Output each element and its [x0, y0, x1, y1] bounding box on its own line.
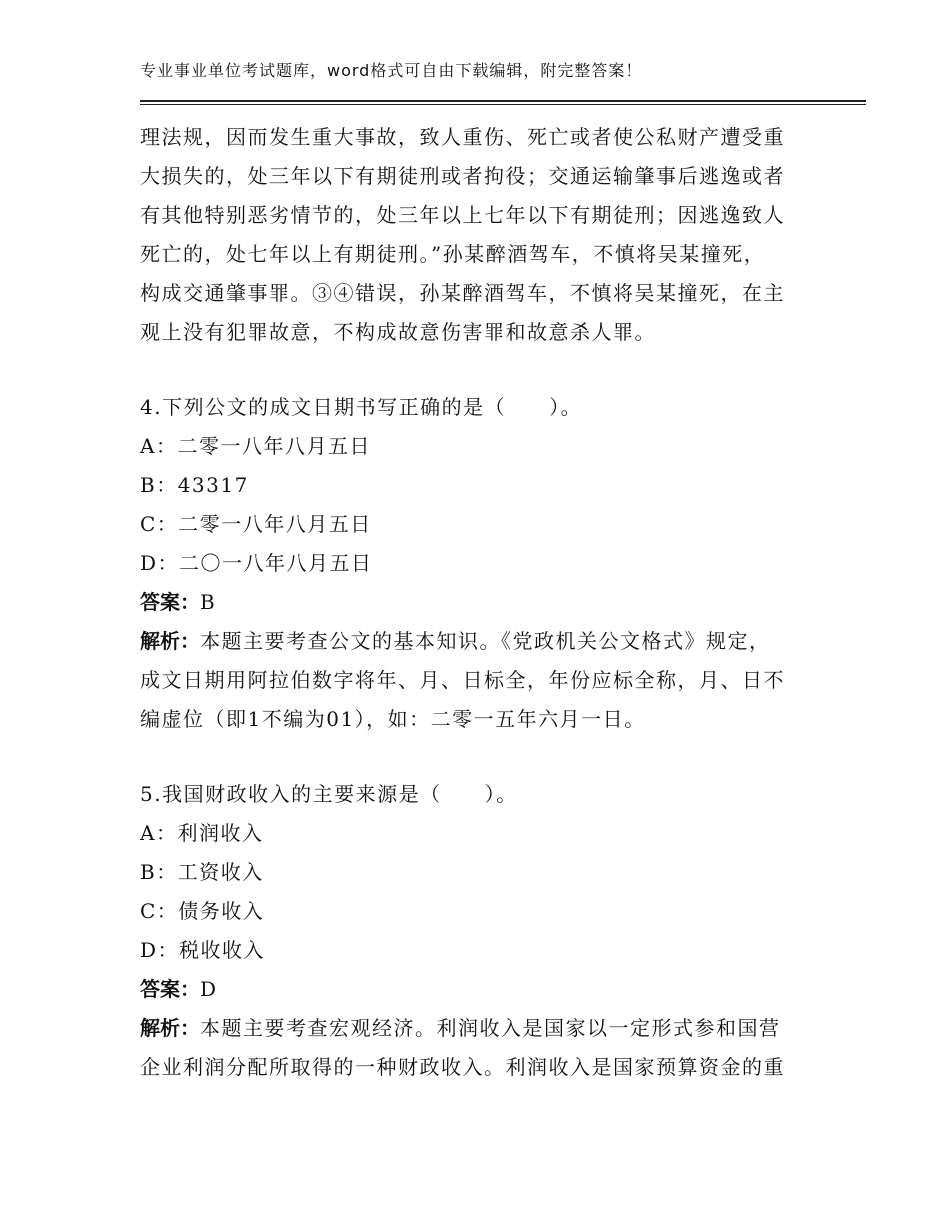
question-4 — [140, 388, 800, 739]
option-c: C：二零一八年八月五日 — [140, 512, 372, 536]
analysis-line — [140, 1009, 800, 1048]
option-b: B：43317 — [140, 473, 249, 497]
continuation-paragraph — [140, 118, 800, 352]
answer-label: 答案： — [140, 977, 200, 1001]
analysis-line: 成文日期用阿拉伯数字将年、月、日标全，年份应标全称，月、日不 — [140, 668, 785, 692]
analysis-label: 解析： — [140, 629, 200, 653]
answer-value: D — [200, 977, 218, 1001]
answer-value: B — [200, 590, 217, 614]
header-rule-thin — [140, 104, 866, 105]
text-line: 构成交通肇事罪。③④错误，孙某醉酒驾车，不慎将吴某撞死，在主 — [140, 281, 785, 305]
analysis-line — [140, 622, 800, 661]
analysis-line: 企业利润分配所取得的一种财政收入。利润收入是国家预算资金的重 — [140, 1055, 785, 1079]
question-text: 4.下列公文的成文日期书写正确的是（ ）。 — [140, 395, 583, 419]
option-a: A：二零一八年八月五日 — [140, 434, 371, 458]
question-text: 5.我国财政收入的主要来源是（ ）。 — [140, 782, 518, 806]
option-c: C：债务收入 — [140, 899, 265, 923]
analysis-text: 本题主要考查宏观经济。利润收入是国家以一定形式参和国营 — [200, 1016, 781, 1040]
analysis-text: 本题主要考查公文的基本知识。《党政机关公文格式》规定， — [200, 629, 771, 653]
option-d: D：二〇一八年八月五日 — [140, 551, 373, 575]
text-line: 大损失的，处三年以下有期徒刑或者拘役；交通运输肇事后逃逸或者 — [140, 164, 785, 188]
answer-line — [140, 970, 800, 1009]
page-header: 专业事业单位考试题库，word格式可自由下载编辑，附完整答案！ — [140, 61, 643, 80]
option-d: D：税收收入 — [140, 938, 266, 962]
analysis-label: 解析： — [140, 1016, 200, 1040]
text-line: 观上没有犯罪故意，不构成故意伤害罪和故意杀人罪。 — [140, 320, 656, 344]
document-body — [140, 118, 800, 1087]
text-line: 理法规，因而发生重大事故，致人重伤、死亡或者使公私财产遭受重 — [140, 125, 785, 149]
text-line: 有其他特别恶劣情节的，处三年以上七年以下有期徒刑；因逃逸致人 — [140, 203, 785, 227]
question-5 — [140, 775, 800, 1087]
header-rule-thick — [140, 100, 866, 102]
analysis-line: 编虚位（即1不编为01），如：二零一五年六月一日。 — [140, 707, 646, 731]
text-line: 死亡的，处七年以上有期徒刑。”孙某醉酒驾车，不慎将吴某撞死， — [140, 242, 766, 266]
option-a: A：利润收入 — [140, 821, 264, 845]
answer-line — [140, 583, 800, 622]
option-b: B：工资收入 — [140, 860, 264, 884]
answer-label: 答案： — [140, 590, 200, 614]
